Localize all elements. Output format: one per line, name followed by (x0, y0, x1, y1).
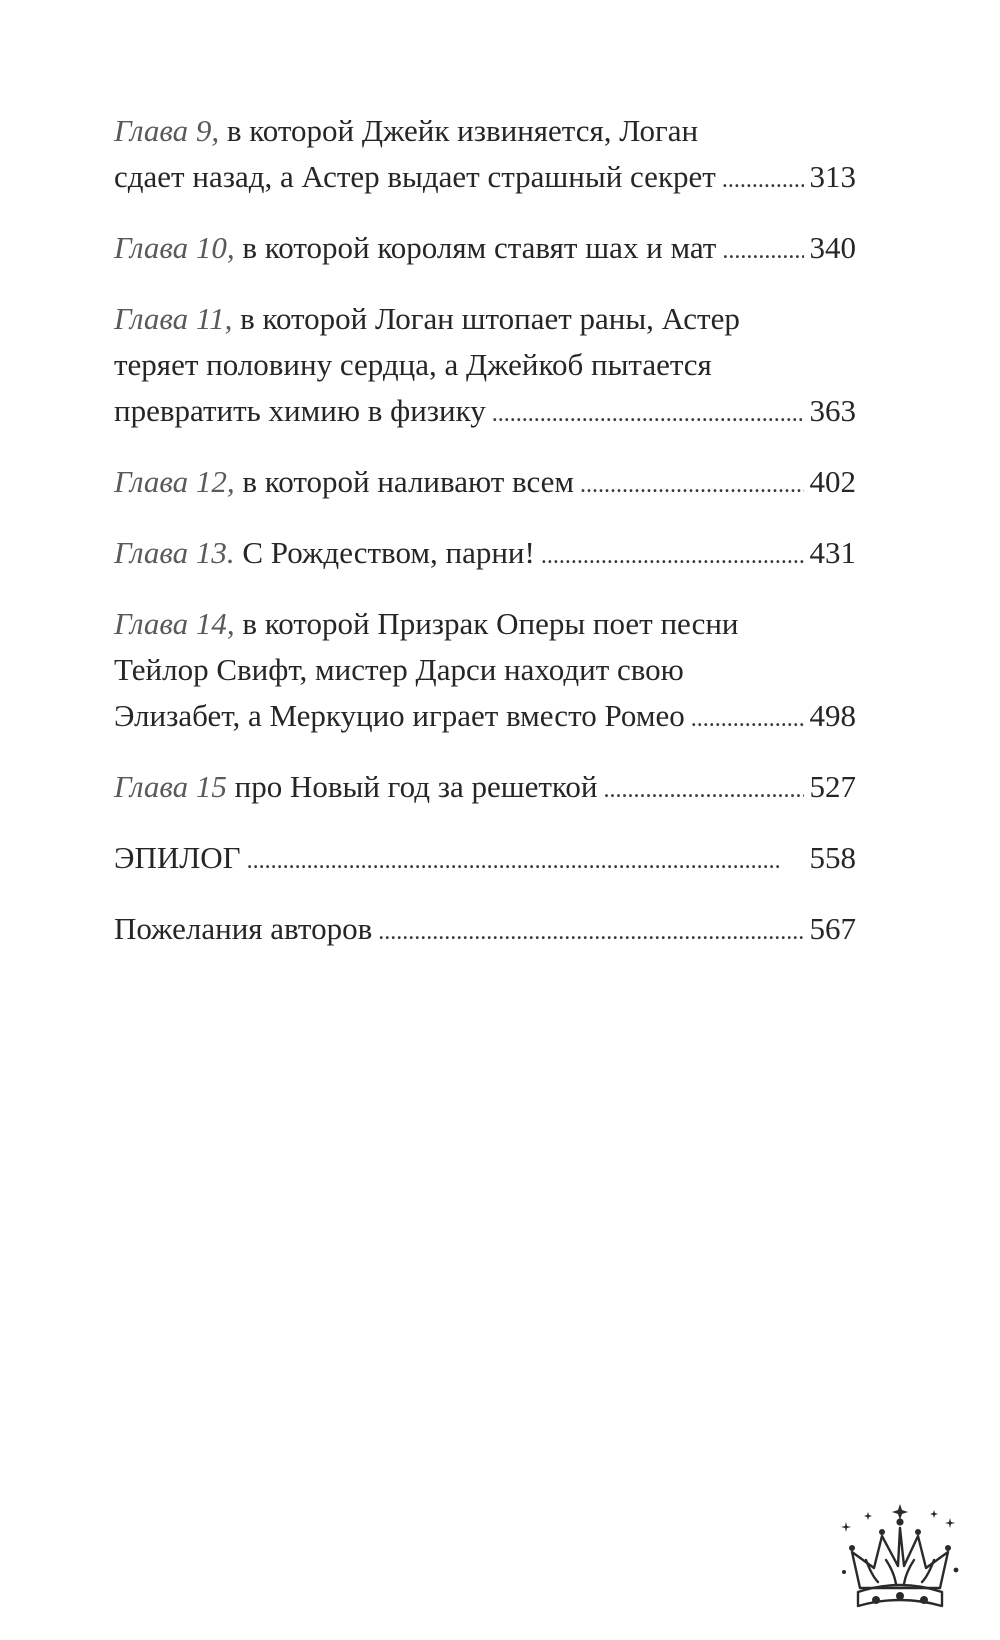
toc-line (114, 601, 856, 647)
toc-entry (114, 296, 856, 437)
dot-leader (378, 909, 803, 955)
toc-entry (114, 764, 856, 813)
toc-line (114, 459, 856, 508)
toc-entry (114, 601, 856, 742)
toc-line (114, 296, 856, 342)
dot-leader (492, 391, 804, 437)
page-number: 567 (809, 911, 856, 946)
dot-leader (691, 696, 804, 742)
page-number: 558 (809, 840, 856, 875)
entry-text: в которой Призрак Оперы поет песни (242, 606, 739, 641)
toc-line (114, 342, 856, 388)
dot-leader (604, 767, 804, 813)
toc-line (114, 906, 856, 955)
chapter-label: Глава 12, (114, 464, 235, 499)
entry-text: в которой королям ставят шах и мат (242, 230, 717, 265)
entry-text: в которой Джейк извиняется, Логан (226, 113, 699, 148)
crown-icon (838, 1500, 962, 1624)
toc-entry (114, 225, 856, 274)
toc-line (114, 764, 856, 813)
table-of-contents (114, 108, 856, 977)
chapter-label: Глава 13. (114, 535, 235, 570)
page-number: 363 (809, 393, 856, 428)
entry-text: превратить химию в физику (114, 393, 486, 428)
dot-leader (722, 228, 803, 274)
toc-line (114, 154, 856, 203)
toc-entry (114, 459, 856, 508)
toc-line (114, 225, 856, 274)
dot-leader (541, 533, 804, 579)
toc-entry (114, 835, 856, 884)
toc-line (114, 835, 856, 884)
chapter-label: Глава 14, (114, 606, 235, 641)
entry-text: Элизабет, а Меркуцио играет вместо Ромео (114, 698, 685, 733)
toc-entry (114, 108, 856, 203)
toc-entry (114, 530, 856, 579)
page-number: 313 (809, 159, 856, 194)
chapter-label: Глава 15 (114, 769, 227, 804)
toc-entry (114, 906, 856, 955)
toc-line (114, 647, 856, 693)
page-number: 431 (809, 535, 856, 570)
entry-text: сдает назад, а Астер выдает страшный секрет (114, 159, 716, 194)
entry-text: ЭПИЛОГ (114, 840, 241, 875)
entry-text: теряет половину сердца, а Джейкоб пытается (114, 347, 712, 382)
page-number: 402 (809, 464, 856, 499)
entry-text: в которой Логан штопает раны, Астер (240, 301, 740, 336)
toc-line (114, 530, 856, 579)
page-number: 340 (809, 230, 856, 265)
entry-text: С Рождеством, парни! (242, 535, 535, 570)
toc-line (114, 108, 856, 154)
chapter-label: Глава 11, (114, 301, 233, 336)
page-number: 498 (809, 698, 856, 733)
page-number: 527 (809, 769, 856, 804)
chapter-label: Глава 10, (114, 230, 235, 265)
toc-line (114, 388, 856, 437)
dot-leader (722, 157, 804, 203)
entry-text: Пожелания авторов (114, 911, 373, 946)
entry-text: в которой наливают всем (242, 464, 575, 499)
chapter-label: Глава 9, (114, 113, 220, 148)
entry-text: про Новый год за решеткой (234, 769, 598, 804)
dot-leader (580, 462, 803, 508)
dot-leader (247, 838, 804, 884)
entry-text: Тейлор Свифт, мистер Дарси находит свою (114, 652, 684, 687)
toc-line (114, 693, 856, 742)
